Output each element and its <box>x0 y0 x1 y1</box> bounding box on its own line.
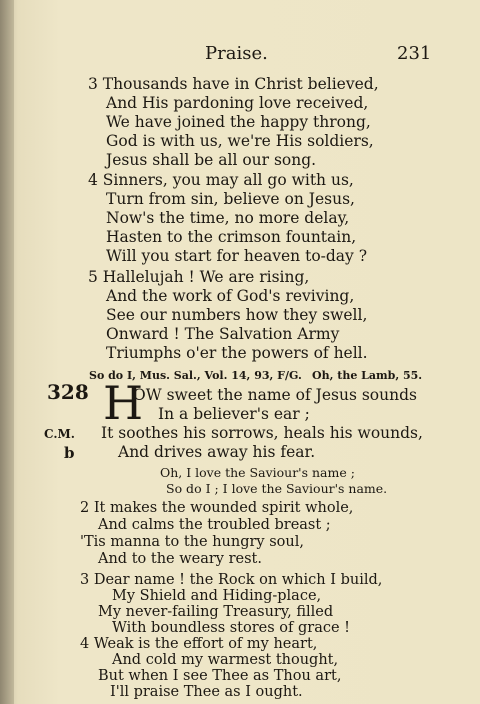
verse-line: Jesus shall be all our song. <box>106 151 317 169</box>
verse-line: With boundless stores of grace ! <box>112 620 351 636</box>
verse-line: OW sweet the name of Jesus sounds <box>133 386 417 404</box>
verse-line: See our numbers how they swell, <box>106 306 368 324</box>
verse-line: Onward ! The Salvation Army <box>106 325 340 343</box>
verse-line: And cold my warmest thought, <box>112 652 339 668</box>
verse-line: 3 Thousands have in Christ believed, <box>88 75 379 93</box>
meter-label: C.M. <box>44 427 75 441</box>
drop-cap: H <box>103 376 144 430</box>
verse-line: Hasten to the crimson fountain, <box>106 228 357 246</box>
key-label: b <box>64 444 75 462</box>
refrain-line: So do I ; I love the Saviour's name. <box>166 481 388 496</box>
verse-line: Turn from sin, believe on Jesus, <box>106 190 355 208</box>
tune-reference-alt: Oh, the Lamb, 55. <box>312 369 423 382</box>
verse-line: I'll praise Thee as I ought. <box>110 684 303 700</box>
verse-line: But when I see Thee as Thou art, <box>98 668 342 684</box>
hymn-number: 328 <box>47 380 89 404</box>
verse-line: 4 Sinners, you may all go with us, <box>88 171 354 189</box>
verse-line: And drives away his fear. <box>118 443 316 461</box>
verse-line: And His pardoning love received, <box>106 94 369 112</box>
verse-line: 5 Hallelujah ! We are rising, <box>88 268 310 286</box>
refrain-line: Oh, I love the Saviour's name ; <box>160 465 355 480</box>
verse-line: Will you start for heaven to-day ? <box>106 247 368 265</box>
verse-line: And calms the troubled breast ; <box>98 517 331 533</box>
verse-line: 'Tis manna to the hungry soul, <box>80 534 304 550</box>
page-number: 231 <box>397 43 432 64</box>
verse-line: My Shield and Hiding-place, <box>112 588 322 604</box>
verse-line: Triumphs o'er the powers of hell. <box>106 344 368 362</box>
verse-line: We have joined the happy throng, <box>106 113 371 131</box>
verse-line: It soothes his sorrows, heals his wounds, <box>101 424 423 442</box>
verse-line: In a believer's ear ; <box>158 405 310 423</box>
verse-line: God is with us, we're His soldiers, <box>106 132 374 150</box>
page-binding-shadow <box>0 0 14 704</box>
verse-line: And to the weary rest. <box>98 551 262 567</box>
verse-line: 3 Dear name ! the Rock on which I build, <box>80 572 383 588</box>
tune-reference: So do I, Mus. Sal., Vol. 14, 93, F/G. <box>89 369 302 382</box>
verse-line: 2 It makes the wounded spirit whole, <box>80 500 354 516</box>
verse-line: And the work of God's reviving, <box>106 287 355 305</box>
verse-line: 4 Weak is the effort of my heart, <box>80 636 318 652</box>
page-header-title: Praise. <box>205 43 268 64</box>
verse-line: Now's the time, no more delay, <box>106 209 350 227</box>
verse-line: My never-failing Treasury, filled <box>98 604 334 620</box>
